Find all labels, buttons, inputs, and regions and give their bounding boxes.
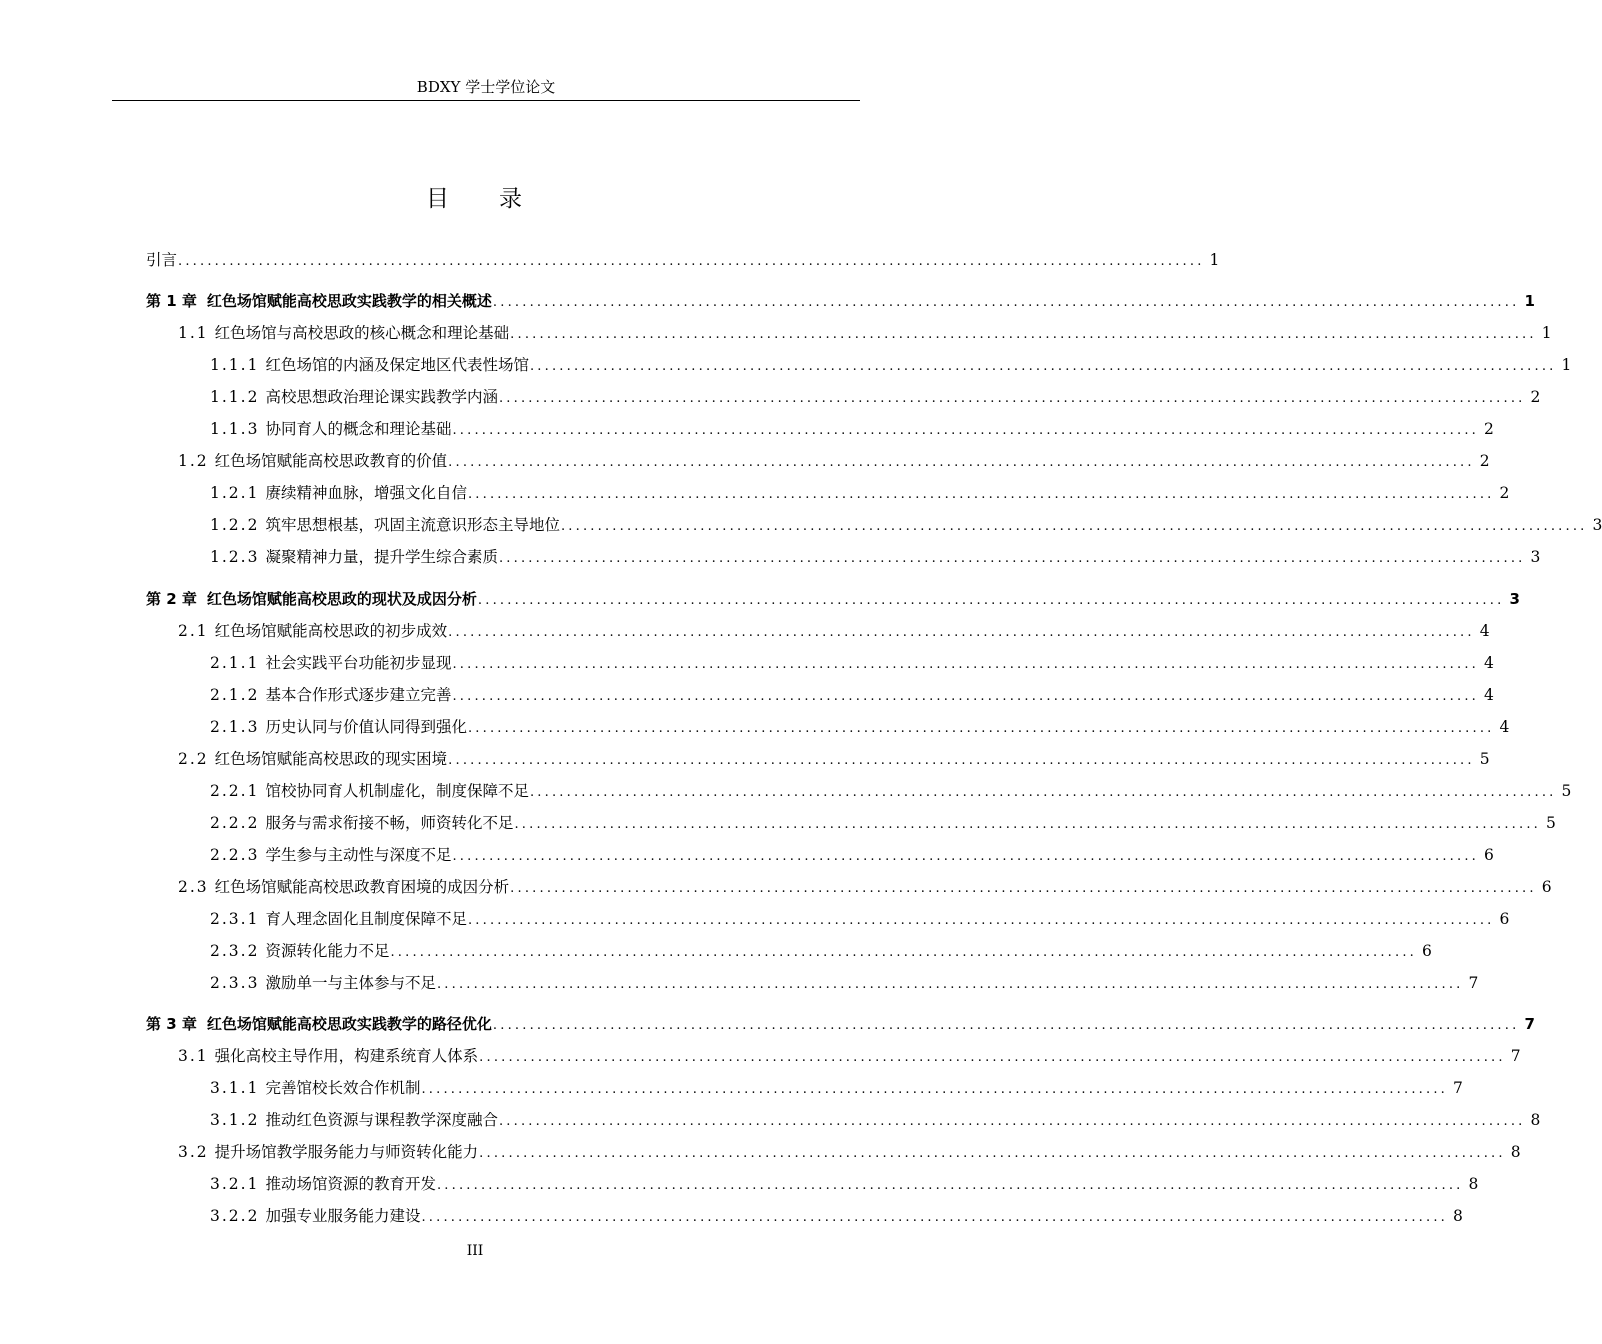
toc-title-char-2: 录	[499, 186, 524, 212]
toc-entry-title: 推动红色资源与课程教学深度融合	[265, 1111, 498, 1129]
toc-entry[interactable]	[210, 780, 1572, 802]
toc-entry[interactable]	[210, 1109, 1541, 1131]
toc-leader-dots: ............................................................................................................................................	[498, 1114, 1526, 1129]
toc-entry-title: 红色场馆与高校思政的核心概念和理论基础	[214, 324, 510, 342]
toc-entry-title: 推动场馆资源的教育开发	[265, 1175, 436, 1193]
toc-entry-page: 1	[1209, 251, 1220, 269]
toc-leader-dots: ............................................................................................................................................	[452, 689, 1479, 704]
toc-entry-title: 服务与需求衔接不畅，师资转化不足	[265, 814, 514, 832]
toc-entry-title: 馆校协同育人机制虚化，制度保障不足	[265, 782, 529, 800]
toc-entry-page: 7	[1524, 1015, 1535, 1033]
toc-entry[interactable]	[210, 972, 1479, 994]
toc-entry-title: 学生参与主动性与深度不足	[265, 846, 452, 864]
toc-leader-dots: ............................................................................................................................................	[448, 625, 1475, 640]
toc-entry-title: 红色场馆赋能高校思政教育困境的成因分析	[214, 878, 510, 896]
toc-entry-page: 8	[1453, 1207, 1463, 1225]
toc-leader-dots: ............................................................................................................................................	[452, 423, 1479, 438]
toc-entry-number: 2.3.2	[210, 942, 260, 960]
toc-leader-dots: ............................................................................................................................................	[452, 849, 1479, 864]
toc-leader-dots: ............................................................................................................................................	[178, 254, 1205, 269]
toc-entry-title: 加强专业服务能力建设	[265, 1207, 421, 1225]
toc-title-char-1: 目	[426, 186, 451, 212]
toc-leader-dots: ............................................................................................................................................	[492, 1018, 1520, 1033]
toc-leader-dots: ............................................................................................................................................	[498, 391, 1526, 406]
toc-entry-number: 1.1.1	[210, 356, 260, 374]
toc-entry[interactable]	[178, 322, 1552, 344]
toc-entry-page: 4	[1484, 654, 1494, 672]
toc-entry-page: 4	[1484, 686, 1494, 704]
toc-entry[interactable]	[146, 290, 1535, 312]
toc-leader-dots: ............................................................................................................................................	[529, 785, 1557, 800]
toc-entry-number: 2.3.3	[210, 974, 260, 992]
toc-leader-dots: ............................................................................................................................................	[467, 487, 1495, 502]
toc-entry[interactable]	[146, 249, 1220, 271]
toc-entry[interactable]	[178, 1045, 1521, 1067]
toc-entry-number: 3.2.2	[210, 1207, 260, 1225]
toc-entry-title: 激励单一与主体参与不足	[265, 974, 436, 992]
toc-entry[interactable]	[210, 354, 1572, 376]
toc-entry-title: 赓续精神血脉，增强文化自信	[265, 484, 467, 502]
toc-entry-number: 2.1.1	[210, 654, 260, 672]
toc-entry-title: 红色场馆赋能高校思政实践教学的路径优化	[206, 1015, 492, 1033]
toc-entry[interactable]	[210, 684, 1494, 706]
toc-entry[interactable]	[210, 482, 1510, 504]
toc-entry-title: 基本合作形式逐步建立完善	[265, 686, 452, 704]
toc-entry-number: 第 3 章	[146, 1015, 197, 1033]
toc-leader-dots: ............................................................................................................................................	[448, 753, 1475, 768]
toc-entry-number: 2.2.1	[210, 782, 260, 800]
toc-entry-page: 1	[1561, 356, 1572, 374]
toc-entry-number: 3.1.2	[210, 1111, 260, 1129]
toc-entry-page: 2	[1479, 452, 1490, 470]
toc-entry[interactable]	[210, 812, 1556, 834]
toc-entry-title: 红色场馆的内涵及保定地区代表性场馆	[265, 356, 529, 374]
toc-entry-title: 筑牢思想根基，巩固主流意识形态主导地位	[265, 516, 560, 534]
toc-entry-title: 资源转化能力不足	[265, 942, 390, 960]
toc-entry[interactable]	[146, 588, 1520, 610]
toc-entry[interactable]	[210, 908, 1510, 930]
toc-leader-dots: ............................................................................................................................................	[510, 327, 1537, 342]
toc-entry-page: 7	[1468, 974, 1479, 992]
toc-leader-dots: ............................................................................................................................................	[498, 551, 1526, 566]
toc-entry-number: 2.3	[178, 878, 209, 896]
toc-entry-title: 红色场馆赋能高校思政的现状及成因分析	[206, 590, 477, 608]
toc-entry[interactable]	[210, 514, 1602, 536]
toc-leader-dots: ............................................................................................................................................	[421, 1082, 1448, 1097]
toc-entry-page: 3	[1530, 548, 1541, 566]
toc-leader-dots: ............................................................................................................................................	[467, 913, 1495, 928]
toc-entry-number: 1.2.1	[210, 484, 260, 502]
toc-entry-page: 5	[1561, 782, 1572, 800]
toc-entry-title: 高校思想政治理论课实践教学内涵	[265, 388, 498, 406]
toc-entry-page: 2	[1530, 388, 1541, 406]
toc-entry-page: 3	[1509, 590, 1520, 608]
toc-leader-dots: ............................................................................................................................................	[421, 1210, 1448, 1225]
toc-entry-page: 6	[1499, 910, 1510, 928]
toc-entry-number: 3.2	[178, 1143, 209, 1161]
toc-entry-page: 1	[1524, 292, 1535, 310]
toc-entry-page: 8	[1530, 1111, 1541, 1129]
toc-entry[interactable]	[210, 418, 1494, 440]
toc-entry-page: 2	[1499, 484, 1510, 502]
toc-entry[interactable]	[210, 1173, 1479, 1195]
toc-entry-title: 凝聚精神力量，提升学生综合素质	[265, 548, 498, 566]
toc-entry[interactable]	[178, 450, 1490, 472]
toc-leader-dots: ............................................................................................................................................	[467, 721, 1495, 736]
toc-entry[interactable]	[210, 546, 1541, 568]
toc-leader-dots: ............................................................................................................................................	[510, 881, 1537, 896]
toc-entry-page: 2	[1484, 420, 1494, 438]
toc-entry-page: 4	[1479, 622, 1490, 640]
toc-entry-title: 协同育人的概念和理论基础	[265, 420, 452, 438]
toc-entry[interactable]	[178, 620, 1490, 642]
toc-entry-title: 完善馆校长效合作机制	[265, 1079, 421, 1097]
toc-leader-dots: ............................................................................................................................................	[448, 455, 1475, 470]
toc-entry-number: 3.2.1	[210, 1175, 260, 1193]
toc-entry-page: 7	[1510, 1047, 1521, 1065]
toc-entry-number: 1.2.2	[210, 516, 260, 534]
toc-leader-dots: ............................................................................................................................................	[479, 1146, 1506, 1161]
toc-entry[interactable]	[178, 876, 1552, 898]
toc-entry[interactable]	[210, 1077, 1463, 1099]
toc-entry-number: 第 2 章	[146, 590, 197, 608]
toc-entry-page: 8	[1468, 1175, 1479, 1193]
toc-entry[interactable]	[146, 1013, 1535, 1035]
toc-entry[interactable]	[210, 940, 1432, 962]
toc-entry-number: 2.2	[178, 750, 209, 768]
toc-entry-title: 引言	[146, 251, 178, 269]
toc-entry-title: 红色场馆赋能高校思政的初步成效	[214, 622, 448, 640]
toc-leader-dots: ............................................................................................................................................	[560, 519, 1588, 534]
toc-entry-number: 3.1.1	[210, 1079, 260, 1097]
toc-entry-number: 第 1 章	[146, 292, 197, 310]
toc-entry-page: 6	[1422, 942, 1432, 960]
toc-entry-title: 红色场馆赋能高校思政的现实困境	[214, 750, 448, 768]
toc-entry-number: 2.1	[178, 622, 209, 640]
toc-entry-number: 2.2.3	[210, 846, 260, 864]
toc-entry[interactable]	[178, 748, 1490, 770]
toc-entry-title: 红色场馆赋能高校思政教育的价值	[214, 452, 448, 470]
toc-entry-page: 5	[1479, 750, 1490, 768]
toc-entry[interactable]	[210, 844, 1494, 866]
toc-entry[interactable]	[210, 386, 1541, 408]
toc-entry-page: 8	[1510, 1143, 1521, 1161]
toc-leader-dots: ............................................................................................................................................	[436, 1178, 1464, 1193]
toc-entry-number: 1.1	[178, 324, 209, 342]
toc-entry-number: 1.2	[178, 452, 209, 470]
toc-entry-page: 3	[1592, 516, 1602, 534]
toc-leader-dots: ............................................................................................................................................	[529, 359, 1557, 374]
toc-entry-number: 2.1.2	[210, 686, 260, 704]
toc-leader-dots: ............................................................................................................................................	[452, 657, 1479, 672]
running-header: BDXY 学士学位论文	[416, 78, 556, 96]
toc-entry-number: 1.2.3	[210, 548, 260, 566]
toc-entry[interactable]	[210, 1205, 1463, 1227]
toc-entry-number: 3.1	[178, 1047, 209, 1065]
toc-entry-title: 红色场馆赋能高校思政实践教学的相关概述	[206, 292, 492, 310]
toc-entry-number: 2.1.3	[210, 718, 260, 736]
toc-entry-title: 历史认同与价值认同得到强化	[265, 718, 467, 736]
toc-entry-page: 6	[1541, 878, 1552, 896]
toc-leader-dots: ............................................................................................................................................	[390, 945, 1417, 960]
toc-entry-number: 1.1.2	[210, 388, 260, 406]
page-number: III	[466, 1243, 484, 1259]
toc-entry[interactable]	[178, 1141, 1521, 1163]
toc-entry-page: 4	[1499, 718, 1510, 736]
toc-entry-page: 1	[1541, 324, 1552, 342]
toc-entry-title: 提升场馆教学服务能力与师资转化能力	[214, 1143, 479, 1161]
toc-entry-title: 育人理念固化且制度保障不足	[265, 910, 467, 928]
toc-entry-number: 2.2.2	[210, 814, 260, 832]
toc-leader-dots: ............................................................................................................................................	[492, 295, 1520, 310]
toc-entry[interactable]	[210, 716, 1510, 738]
toc-entry[interactable]	[210, 652, 1494, 674]
toc-entry-number: 2.3.1	[210, 910, 260, 928]
toc-entry-page: 5	[1546, 814, 1556, 832]
toc-entry-title: 强化高校主导作用，构建系统育人体系	[214, 1047, 479, 1065]
toc-leader-dots: ............................................................................................................................................	[436, 977, 1464, 992]
toc-leader-dots: ............................................................................................................................................	[477, 593, 1505, 608]
toc-leader-dots: ............................................................................................................................................	[479, 1050, 1506, 1065]
toc-entry-title: 社会实践平台功能初步显现	[265, 654, 452, 672]
toc-entry-number: 1.1.3	[210, 420, 260, 438]
toc-entry-page: 6	[1484, 846, 1494, 864]
toc-leader-dots: ............................................................................................................................................	[514, 817, 1541, 832]
toc-entry-page: 7	[1453, 1079, 1463, 1097]
